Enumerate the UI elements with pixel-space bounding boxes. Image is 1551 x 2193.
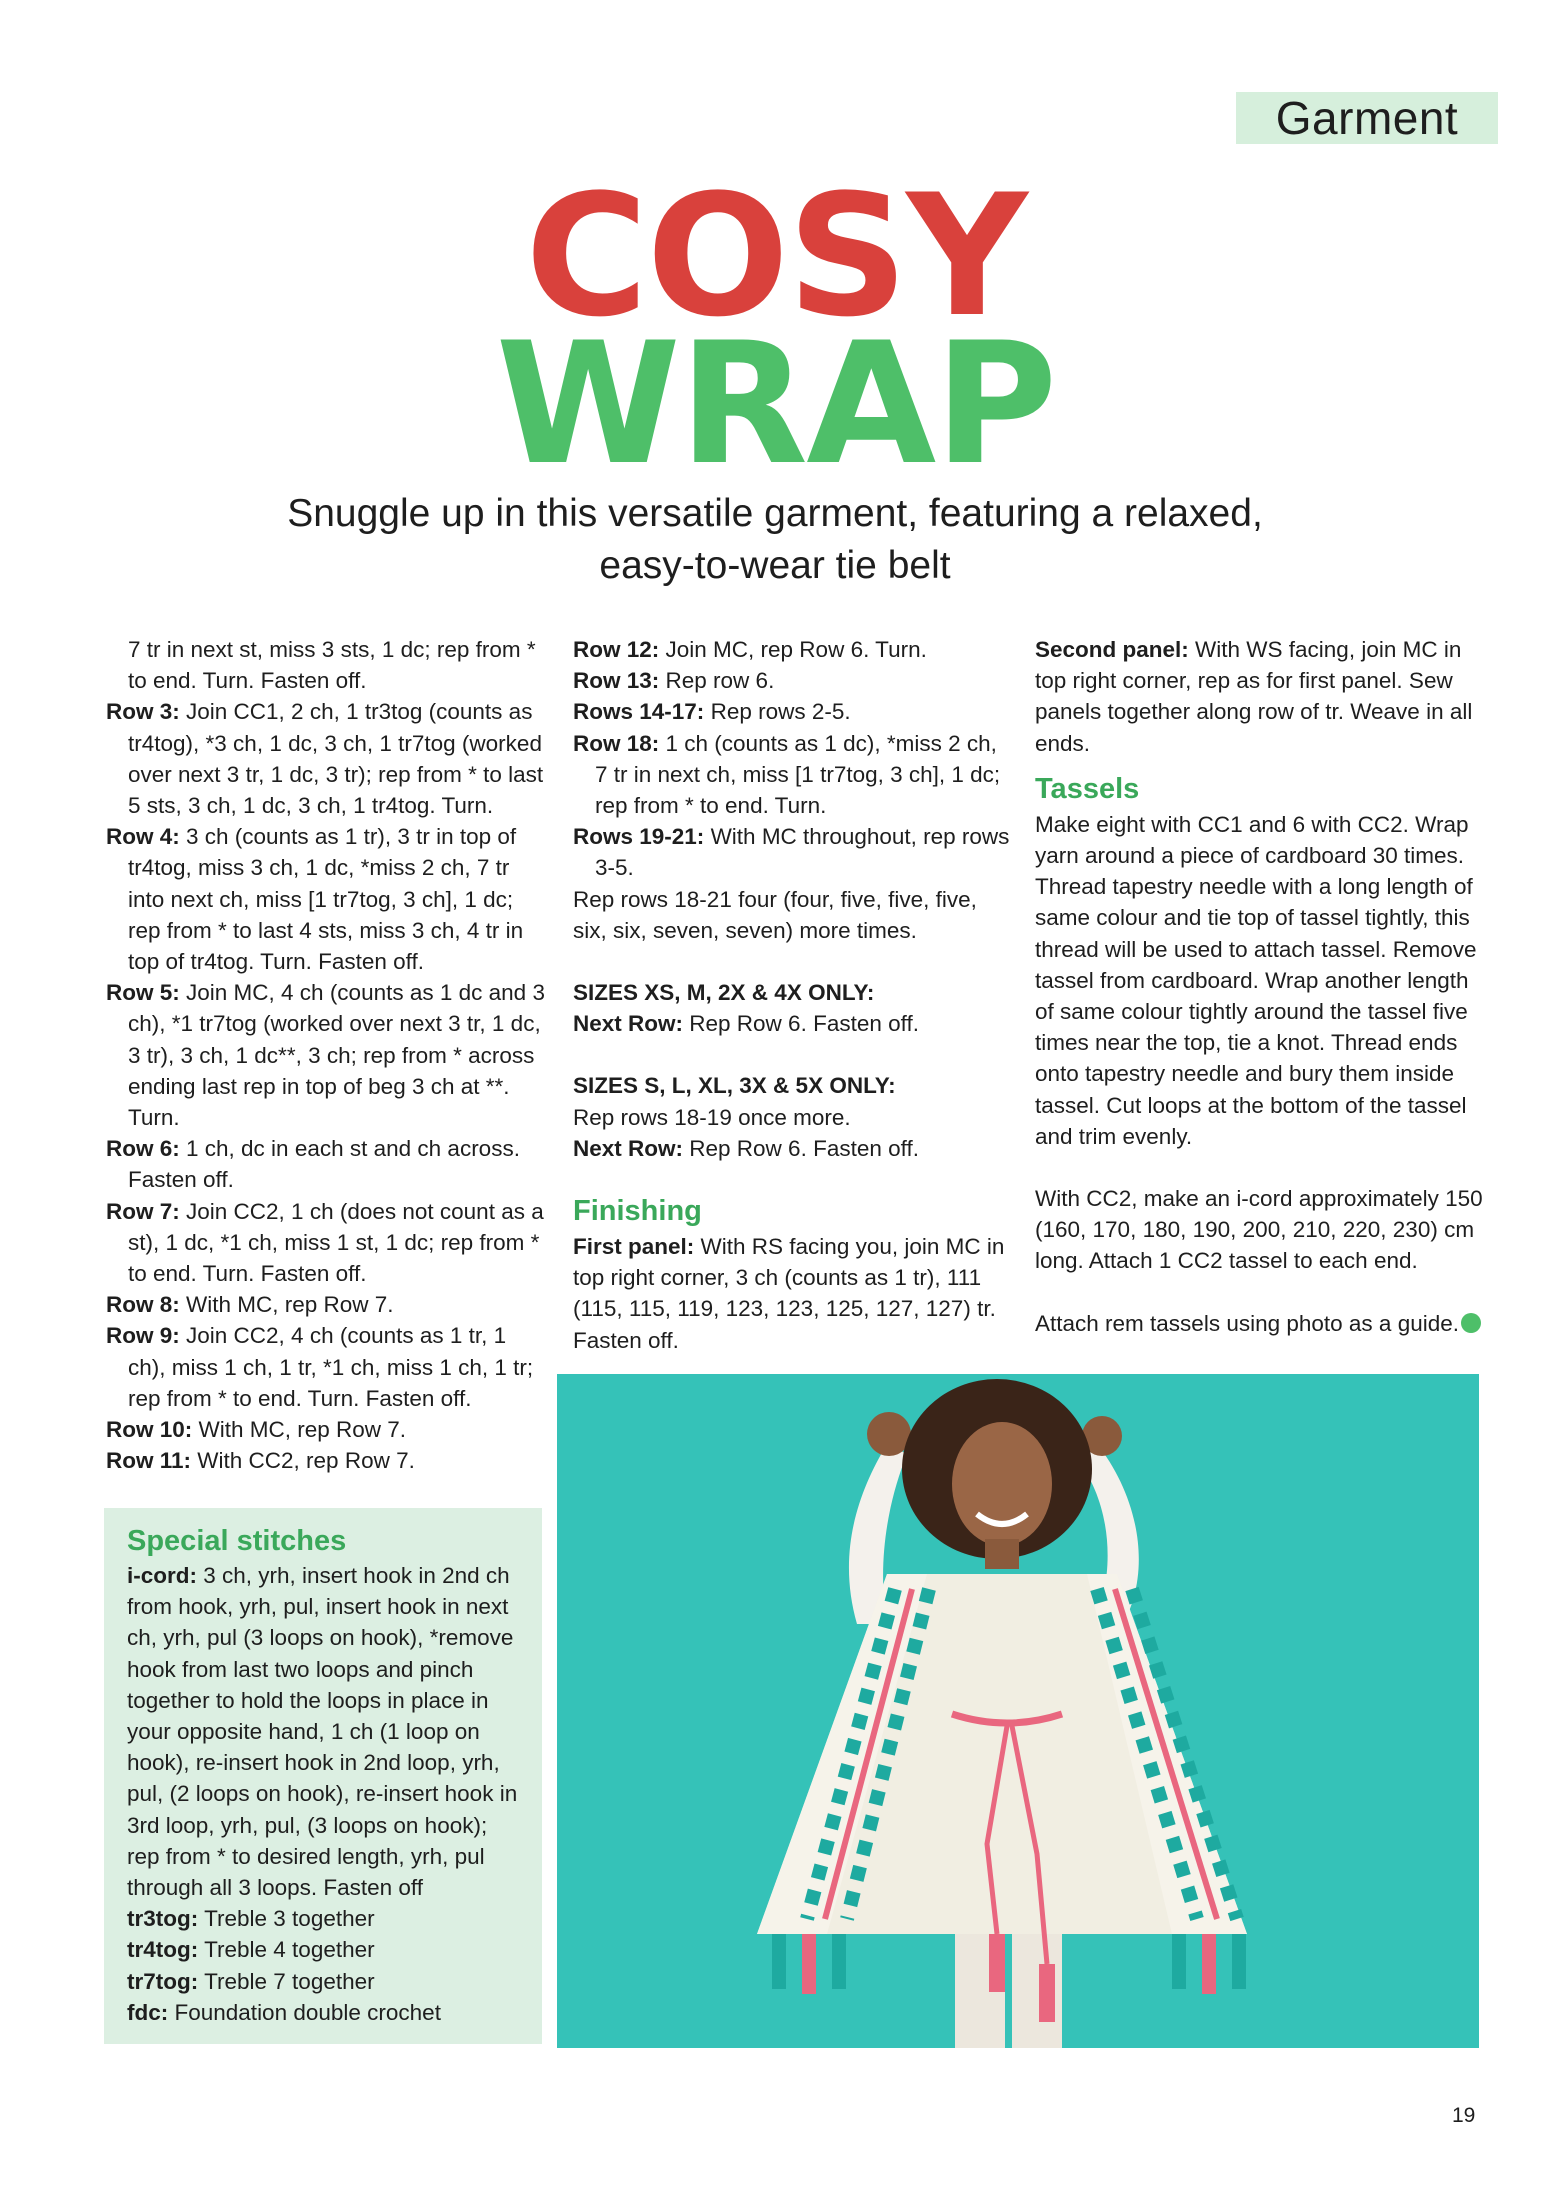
stitch-fdc: fdc: Foundation double crochet: [127, 1999, 441, 2025]
stitch-tr3tog: tr3tog: Treble 3 together: [127, 1906, 375, 1932]
first-panel: First panel: With RS facing you, join MC in top right corner, 3 ch (counts as 1 tr), 111 (115, 115, 119, 123, 123, 125, 127, 127) tr. Fasten off.: [573, 1234, 1005, 1353]
special-stitches-heading: Special stitches: [127, 1525, 347, 1557]
row-11: Row 11: With CC2, rep Row 7.: [106, 1448, 415, 1474]
yarn-ball-icon: [1461, 1313, 1481, 1333]
next-row-b: Next Row: Rep Row 6. Fasten off.: [573, 1135, 919, 1161]
attach-text: Attach rem tassels using photo as a guide.: [1035, 1308, 1485, 1339]
special-stitches-box: [104, 1508, 542, 2044]
model-photo: [557, 1374, 1479, 2048]
row-7: Row 7: Join CC2, 1 ch (does not count as a st), 1 dc, *1 ch, miss 1 st, 1 dc; rep from * to end. Turn. Fasten off.: [106, 1198, 544, 1287]
pattern-column-1: [106, 634, 546, 1476]
finishing-heading: Finishing: [573, 1195, 702, 1228]
subtitle: [230, 488, 1320, 592]
pattern-column-2: [573, 634, 1013, 1356]
second-panel: Second panel: With WS facing, join MC in top right corner, rep as for first panel. Sew panels together along row of tr. Weave in all ends.: [1035, 637, 1473, 756]
row-18: Row 18: 1 ch (counts as 1 dc), *miss 2 ch, 7 tr in next ch, miss [1 tr7tog, 3 ch], 1 dc; rep from * to end. Turn.: [573, 730, 1001, 819]
rows-14-17: Rows 14-17: Rep rows 2-5.: [573, 699, 851, 725]
subtitle-line-1: Snuggle up in this versatile garment, featuring a relaxed,: [287, 492, 1263, 535]
row-continuation: 7 tr in next st, miss 3 sts, 1 dc; rep from * to end. Turn. Fasten off.: [128, 637, 536, 694]
stitch-tr7tog: tr7tog: Treble 7 together: [127, 1968, 375, 1994]
rows-19-21: Rows 19-21: With MC throughout, rep rows 3-5.: [573, 824, 1010, 881]
row-9: Row 9: Join CC2, 4 ch (counts as 1 tr, 1 ch), miss 1 ch, 1 tr, *1 ch, miss 1 ch, 1 tr; rep from * to end. Turn. Fasten off.: [106, 1323, 534, 1411]
sizes-b-heading: SIZES S, L, XL, 3X & 5X ONLY:: [573, 1073, 896, 1099]
model-wearing-wrap-illustration: [557, 1374, 1479, 2048]
subtitle-line-2: easy-to-wear tie belt: [599, 544, 951, 587]
stitch-icord: i-cord: 3 ch, yrh, insert hook in 2nd ch from hook, yrh, pul, insert hook in next ch, yrh, pul (3 loops on hook), *remove hook from last two loops and pinch together to hold the loops in place in your opposite hand, 1 ch (1 loop on hook), re-insert hook in 2nd loop, yrh, pul, (2 loops on hook), re-insert hook in 3rd loop, yrh, pul, (3 loops on hook); rep from * to desired length, yrh, pul through all 3 loops. Fasten off: [127, 1563, 518, 1901]
row-8: Row 8: With MC, rep Row 7.: [106, 1292, 394, 1318]
stitch-tr4tog: tr4tog: Treble 4 together: [127, 1937, 375, 1963]
pattern-column-3: [1035, 634, 1485, 1339]
row-10: Row 10: With MC, rep Row 7.: [106, 1417, 407, 1443]
row-13: Row 13: Rep row 6.: [573, 668, 775, 694]
sizes-a-heading: SIZES XS, M, 2X & 4X ONLY:: [573, 980, 875, 1006]
page-number: 19: [1452, 2104, 1476, 2127]
row-12: Row 12: Join MC, rep Row 6. Turn.: [573, 637, 927, 662]
repeat-note: Rep rows 18-21 four (four, five, five, five, six, six, seven, seven) more times.: [573, 886, 977, 943]
row-6: Row 6: 1 ch, dc in each st and ch across. Fasten off.: [106, 1136, 520, 1193]
sizes-b-text: Rep rows 18-19 once more.: [573, 1104, 851, 1130]
title-line-1: COSY: [525, 158, 1026, 354]
row-5: Row 5: Join MC, 4 ch (counts as 1 dc and 3 ch), *1 tr7tog (worked over next 3 tr, 1 dc, 3 tr), 3 ch, 1 dc**, 3 ch; rep from * across ending last rep in top of beg 3 ch at **. Turn.: [106, 980, 545, 1131]
section-tag: Garment: [1236, 92, 1498, 144]
title-line-2: WRAP: [495, 306, 1056, 502]
tassels-text: Make eight with CC1 and 6 with CC2. Wrap yarn around a piece of cardboard 30 times. Thread tapestry needle with a long length of same colour and tie top of tassel tightly, this thread will be used to attach tassel. Remove tassel from cardboard. Wrap another length of same colour tightly around the tassel five times near the top, tie a knot. Thread ends onto tapestry needle and bury them inside tassel. Cut loops at the bottom of the tassel and trim evenly.: [1035, 811, 1477, 1149]
row-4: Row 4: 3 ch (counts as 1 tr), 3 tr in top of tr4tog, miss 3 ch, 1 dc, *miss 2 ch, 7 tr into next ch, miss [1 tr7tog, 3 ch], 1 dc; rep from * to last 4 sts, miss 3 ch, 4 tr in top of tr4tog. Turn. Fasten off.: [106, 824, 524, 975]
tassels-heading: Tassels: [1035, 772, 1140, 805]
row-3: Row 3: Join CC1, 2 ch, 1 tr3tog (counts as tr4tog), *3 ch, 1 dc, 3 ch, 1 tr7tog (worked over next 3 tr, 1 dc, 3 tr); rep from * to last 5 sts, 3 ch, 1 dc, 3 ch, 1 tr4tog. Turn.: [106, 699, 544, 819]
next-row-a: Next Row: Rep Row 6. Fasten off.: [573, 1011, 919, 1037]
icord-text: With CC2, make an i-cord approximately 150 (160, 170, 180, 190, 200, 210, 220, 230) cm long. Attach 1 CC2 tassel to each end.: [1035, 1186, 1483, 1274]
